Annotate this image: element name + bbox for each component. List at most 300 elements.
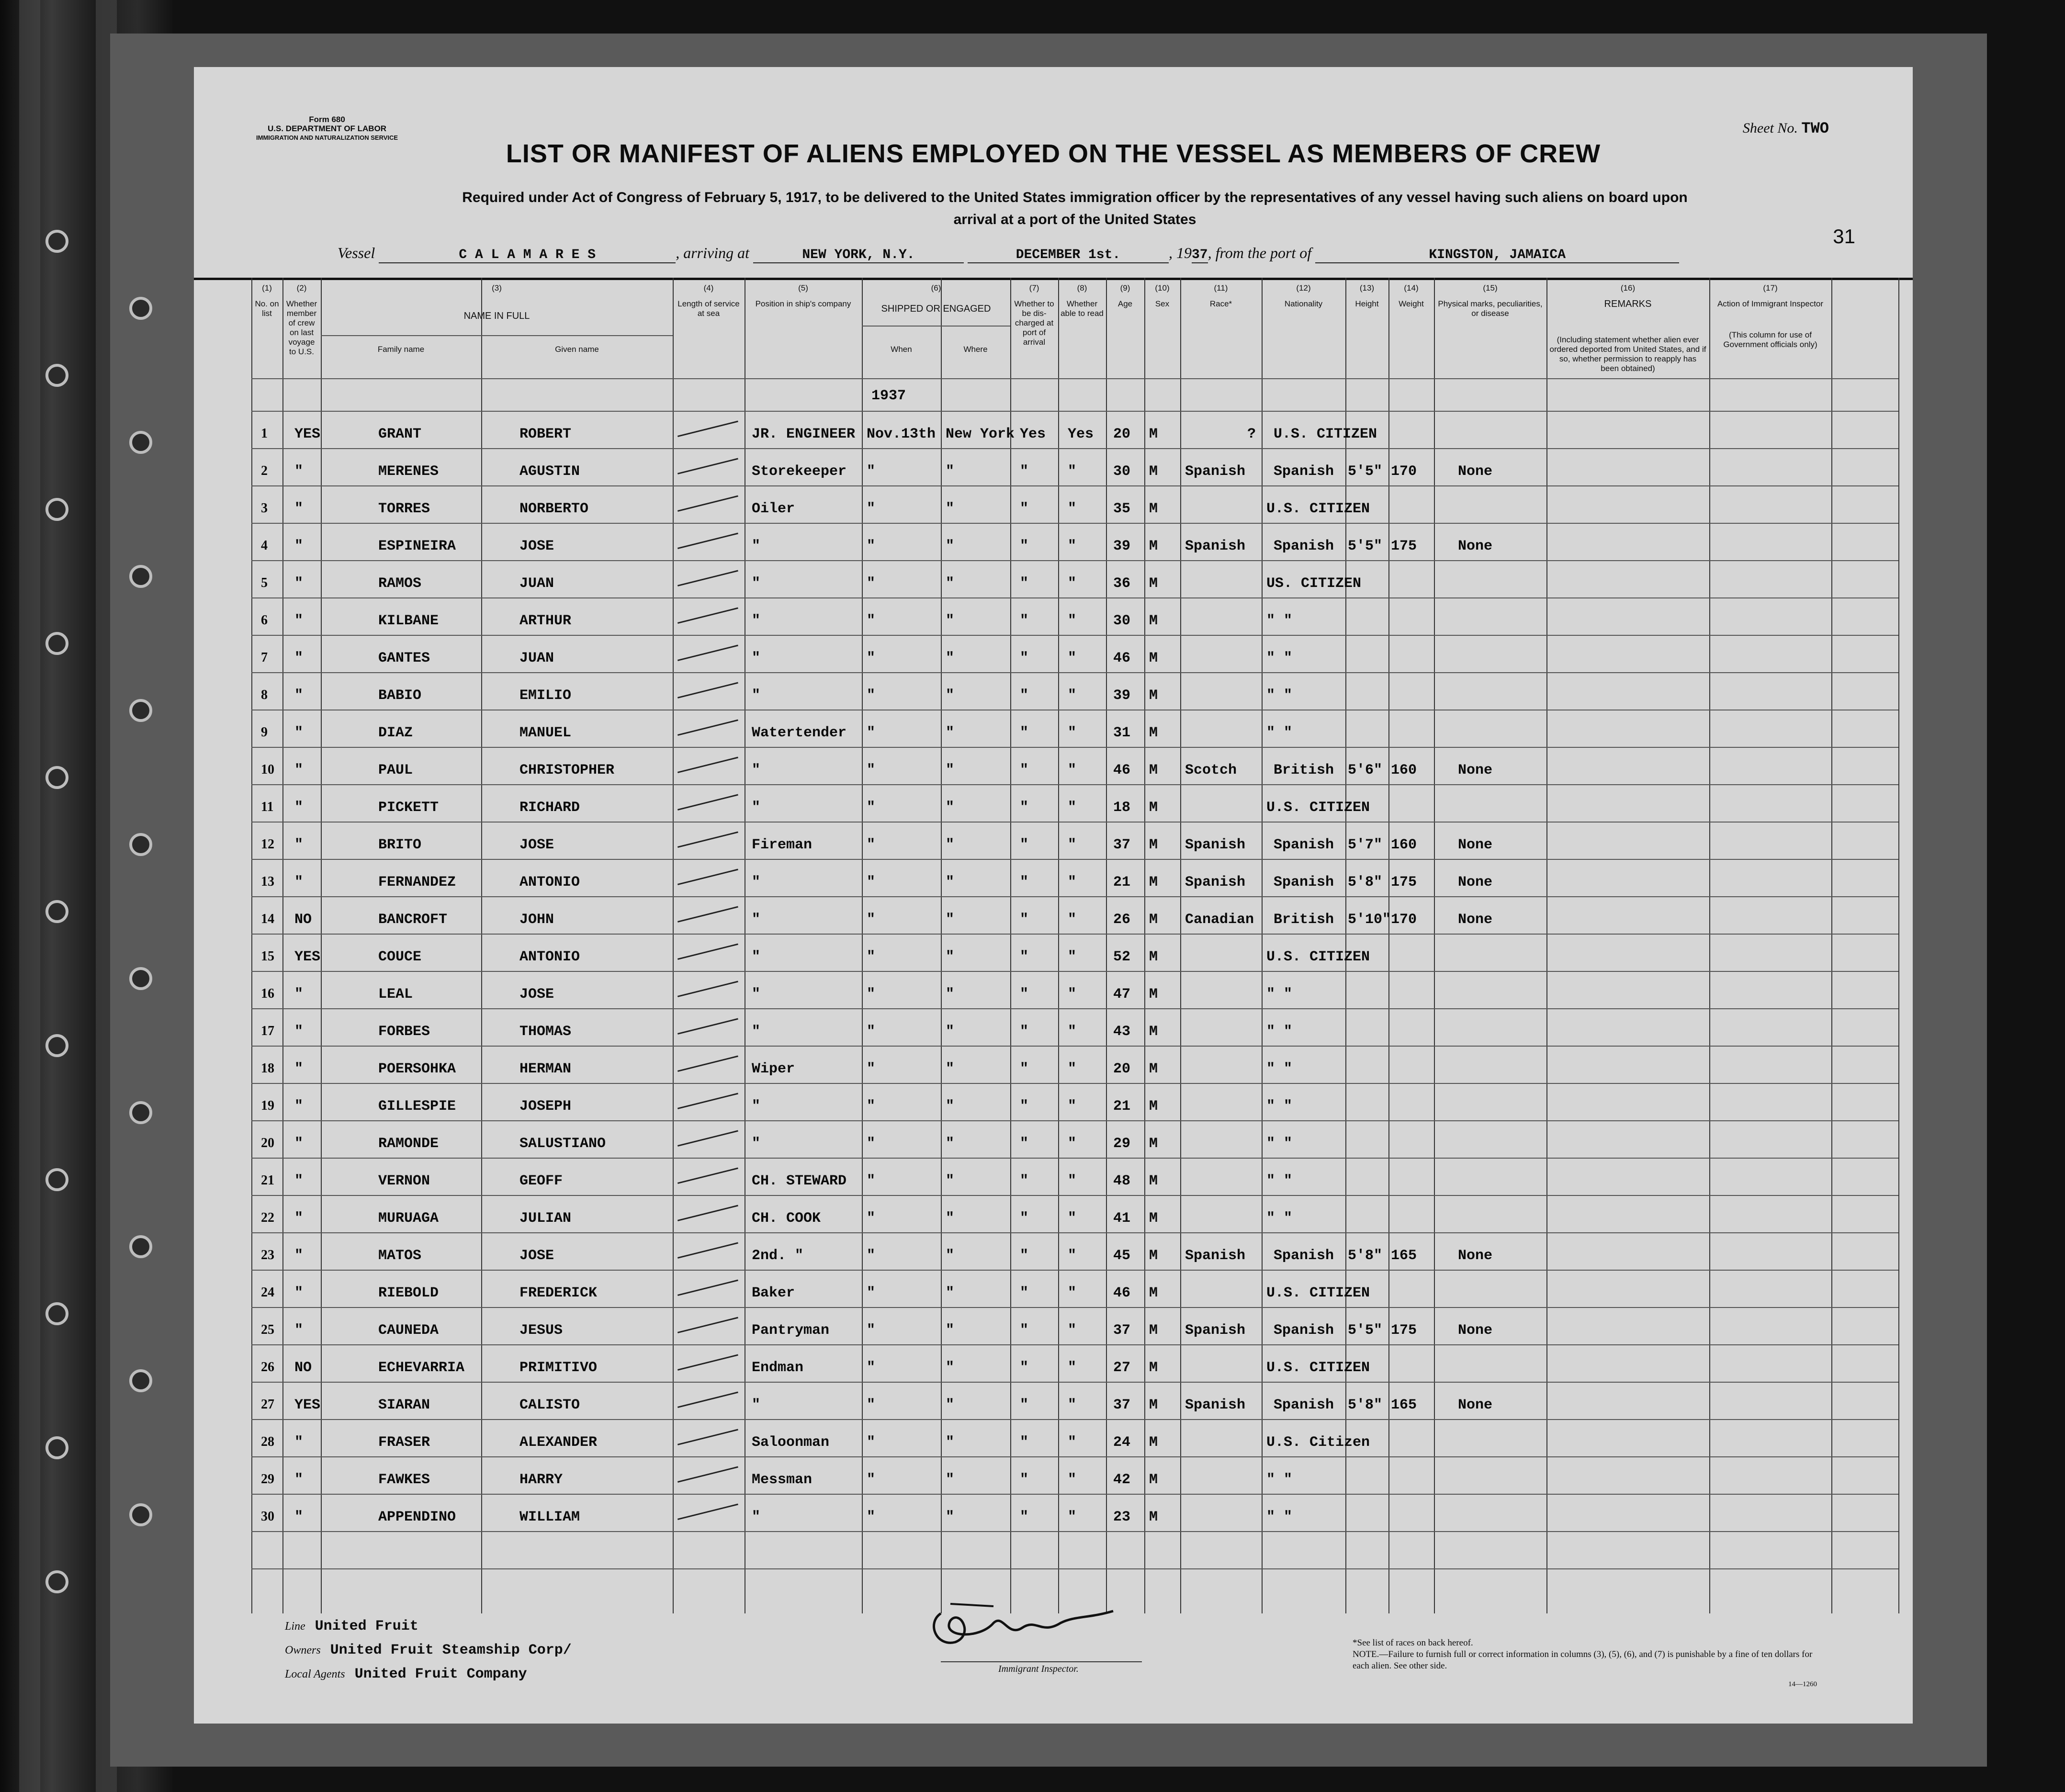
height-cell: 5'8" bbox=[1348, 1248, 1383, 1264]
given-name-cell: GEOFF bbox=[519, 1173, 563, 1189]
family-name-cell: RAMOS bbox=[378, 575, 422, 592]
shipped-where-cell: " bbox=[946, 1472, 955, 1488]
table-row bbox=[194, 1397, 1913, 1434]
line-value: United Fruit bbox=[315, 1618, 418, 1634]
physical-marks-cell: None bbox=[1458, 1397, 1493, 1413]
row-number: 30 bbox=[261, 1509, 274, 1524]
punch-hole bbox=[45, 1570, 68, 1593]
given-name-cell: HARRY bbox=[519, 1472, 563, 1488]
age-cell: 35 bbox=[1113, 501, 1131, 517]
physical-marks-cell: None bbox=[1458, 837, 1493, 853]
shipped-where-cell: " bbox=[946, 1434, 955, 1451]
shipped-when-cell: " bbox=[867, 1098, 876, 1115]
age-cell: 29 bbox=[1113, 1136, 1131, 1152]
race-cell: Spanish bbox=[1185, 538, 1246, 554]
age-cell: 41 bbox=[1113, 1210, 1131, 1227]
col-number-2: (2) bbox=[296, 283, 307, 293]
able-to-read-cell: " bbox=[1068, 1397, 1077, 1413]
physical-marks-cell: None bbox=[1458, 912, 1493, 928]
col-number-1: (1) bbox=[262, 283, 272, 293]
table-row bbox=[194, 613, 1913, 650]
row-number: 29 bbox=[261, 1472, 274, 1487]
age-cell: 18 bbox=[1113, 800, 1131, 816]
shipped-where-cell: " bbox=[946, 613, 955, 629]
col-number-16: (16) bbox=[1620, 283, 1636, 293]
shipped-when-cell: " bbox=[867, 1360, 876, 1376]
shipped-where-cell: " bbox=[946, 1136, 955, 1152]
page-subtitle: Required under Act of Congress of February 5, 1917, to be delivered to the United States immigration officer by the representatives of any vessel having such aliens on board upon arrival at a port of the United States bbox=[462, 190, 1688, 227]
col-label-17: Action of Immigrant Inspector bbox=[1717, 299, 1824, 308]
sex-cell: M bbox=[1149, 837, 1158, 853]
nationality-cell: U.S. CITIZEN bbox=[1266, 1360, 1370, 1376]
table-row bbox=[194, 463, 1913, 501]
table-row bbox=[194, 762, 1913, 800]
owners-value: United Fruit Steamship Corp/ bbox=[330, 1642, 572, 1658]
given-name-cell: JESUS bbox=[519, 1322, 563, 1339]
family-name-cell: MATOS bbox=[378, 1248, 422, 1264]
given-name-cell: CALISTO bbox=[519, 1397, 580, 1413]
age-cell: 31 bbox=[1113, 725, 1131, 741]
family-name-cell: FAWKES bbox=[378, 1472, 430, 1488]
able-to-read-cell: " bbox=[1068, 1472, 1077, 1488]
punch-hole bbox=[129, 297, 152, 320]
col-number-10: (10) bbox=[1155, 283, 1170, 293]
col-number-6: (6) bbox=[931, 283, 941, 293]
last-voyage-cell: " bbox=[294, 986, 304, 1003]
shipped-where-cell: " bbox=[946, 874, 955, 890]
punch-hole bbox=[129, 1101, 152, 1124]
punch-hole bbox=[45, 1436, 68, 1459]
shipped-when-cell: " bbox=[867, 575, 876, 592]
col-family-name: Family name bbox=[377, 345, 425, 354]
able-to-read-cell: Yes bbox=[1068, 426, 1094, 442]
family-name-cell: RAMONDE bbox=[378, 1136, 439, 1152]
position-cell: Wiper bbox=[752, 1061, 795, 1077]
position-cell: " bbox=[752, 800, 761, 816]
able-to-read-cell: " bbox=[1068, 762, 1077, 778]
fine-note: NOTE.—Failure to furnish full or correct information in columns (3), (5), (6), and (7) is punishable by a fine of ten dollars for each alien. See other side. bbox=[1353, 1649, 1813, 1671]
col-where: Where bbox=[963, 345, 988, 354]
position-cell: Storekeeper bbox=[752, 463, 847, 480]
col-number-17: (17) bbox=[1763, 283, 1778, 293]
family-name-cell: BANCROFT bbox=[378, 912, 448, 928]
col-label-1: No. on list bbox=[255, 299, 279, 318]
punch-hole bbox=[129, 967, 152, 990]
col-label-6: SHIPPED OR ENGAGED bbox=[881, 304, 991, 314]
table-row bbox=[194, 874, 1913, 912]
owners-field bbox=[285, 1642, 572, 1658]
discharged-cell: " bbox=[1020, 1472, 1029, 1488]
table-row bbox=[194, 1024, 1913, 1061]
discharged-cell: " bbox=[1020, 949, 1029, 965]
able-to-read-cell: " bbox=[1068, 575, 1077, 592]
punch-hole bbox=[45, 1168, 68, 1191]
family-name-cell: COUCE bbox=[378, 949, 422, 965]
last-voyage-cell: " bbox=[294, 1173, 304, 1189]
nationality-cell: British bbox=[1274, 762, 1334, 778]
race-cell: Spanish bbox=[1185, 1397, 1246, 1413]
able-to-read-cell: " bbox=[1068, 1509, 1077, 1525]
given-name-cell: ANTONIO bbox=[519, 874, 580, 890]
given-name-cell: CHRISTOPHER bbox=[519, 762, 615, 778]
col-label-15: Physical marks, peculiarities, or disease bbox=[1438, 299, 1543, 318]
shipped-where-cell: " bbox=[946, 1248, 955, 1264]
nationality-cell: U.S. CITIZEN bbox=[1266, 501, 1370, 517]
shipped-where-cell: " bbox=[946, 1360, 955, 1376]
inspector-label: Immigrant Inspector. bbox=[998, 1664, 1079, 1674]
discharged-cell: " bbox=[1020, 986, 1029, 1003]
punch-hole bbox=[45, 364, 68, 387]
physical-marks-cell: None bbox=[1458, 463, 1493, 480]
discharged-cell: " bbox=[1020, 762, 1029, 778]
nationality-cell: Spanish bbox=[1274, 1397, 1334, 1413]
family-name-cell: BABIO bbox=[378, 687, 422, 704]
col-label-14: Weight bbox=[1399, 299, 1424, 308]
family-name-cell: PAUL bbox=[378, 762, 413, 778]
age-cell: 30 bbox=[1113, 613, 1131, 629]
col-label-12: Nationality bbox=[1284, 299, 1323, 308]
position-cell: Oiler bbox=[752, 501, 795, 517]
physical-marks-cell: None bbox=[1458, 538, 1493, 554]
sex-cell: M bbox=[1149, 463, 1158, 480]
position-cell: " bbox=[752, 1098, 761, 1115]
position-cell: " bbox=[752, 762, 761, 778]
discharged-cell: " bbox=[1020, 1397, 1029, 1413]
last-voyage-cell: " bbox=[294, 1472, 304, 1488]
col-number-11: (11) bbox=[1214, 283, 1228, 293]
punch-hole bbox=[129, 699, 152, 722]
age-cell: 46 bbox=[1113, 650, 1131, 666]
position-cell: " bbox=[752, 986, 761, 1003]
nationality-cell: " " bbox=[1266, 1098, 1293, 1115]
race-cell: Scotch bbox=[1185, 762, 1237, 778]
manifest-page bbox=[194, 67, 1913, 1724]
table-row bbox=[194, 426, 1913, 463]
last-voyage-cell: YES bbox=[294, 949, 321, 965]
given-name-cell: SALUSTIANO bbox=[519, 1136, 606, 1152]
position-cell: Endman bbox=[752, 1360, 804, 1376]
department-name: U.S. DEPARTMENT OF LABOR bbox=[268, 124, 387, 133]
able-to-read-cell: " bbox=[1068, 874, 1077, 890]
table-row bbox=[194, 1322, 1913, 1360]
vessel-name: C A L A M A R E S bbox=[379, 248, 676, 263]
discharged-cell: " bbox=[1020, 687, 1029, 704]
able-to-read-cell: " bbox=[1068, 463, 1077, 480]
shipped-when-cell: " bbox=[867, 1285, 876, 1301]
family-name-cell: BRITO bbox=[378, 837, 422, 853]
punch-hole bbox=[129, 565, 152, 588]
shipped-when-cell: " bbox=[867, 1061, 876, 1077]
given-name-cell: JOSE bbox=[519, 837, 554, 853]
arrival-date: DECEMBER 1st. bbox=[968, 248, 1169, 263]
weight-cell: 165 bbox=[1391, 1248, 1417, 1264]
discharged-cell: " bbox=[1020, 1061, 1029, 1077]
row-number: 12 bbox=[261, 837, 274, 852]
given-name-cell: FREDERICK bbox=[519, 1285, 598, 1301]
action-sub: (This column for use of Government officials only) bbox=[1723, 330, 1817, 349]
family-name-cell: MURUAGA bbox=[378, 1210, 439, 1227]
sex-cell: M bbox=[1149, 800, 1158, 816]
given-name-cell: JOSE bbox=[519, 538, 554, 554]
punch-hole bbox=[45, 498, 68, 521]
discharged-cell: " bbox=[1020, 650, 1029, 666]
able-to-read-cell: " bbox=[1068, 1210, 1077, 1227]
year-note: 1937 bbox=[871, 388, 906, 404]
shipped-when-cell: " bbox=[867, 725, 876, 741]
shipped-when-cell: " bbox=[867, 1509, 876, 1525]
shipped-when-cell: Nov.13th bbox=[867, 426, 936, 442]
age-cell: 48 bbox=[1113, 1173, 1131, 1189]
last-voyage-cell: " bbox=[294, 1248, 304, 1264]
races-note: *See list of races on back hereof. bbox=[1353, 1638, 1473, 1648]
shipped-where-cell: " bbox=[946, 1322, 955, 1339]
nationality-cell: U.S. Citizen bbox=[1266, 1434, 1370, 1451]
shipped-where-cell: " bbox=[946, 725, 955, 741]
weight-cell: 160 bbox=[1391, 762, 1417, 778]
table-row bbox=[194, 1173, 1913, 1210]
col-number-15: (15) bbox=[1483, 283, 1498, 293]
height-cell: 5'6" bbox=[1348, 762, 1383, 778]
nationality-cell: Spanish bbox=[1274, 874, 1334, 890]
discharged-cell: " bbox=[1020, 837, 1029, 853]
position-cell: " bbox=[752, 575, 761, 592]
col-label-11: Race* bbox=[1209, 299, 1232, 308]
last-voyage-cell: " bbox=[294, 463, 304, 480]
discharged-cell: Yes bbox=[1020, 426, 1046, 442]
sex-cell: M bbox=[1149, 1136, 1158, 1152]
given-name-cell: ANTONIO bbox=[519, 949, 580, 965]
sex-cell: M bbox=[1149, 1509, 1158, 1525]
family-name-cell: FORBES bbox=[378, 1024, 430, 1040]
row-number: 7 bbox=[261, 650, 268, 665]
family-name-cell: SIARAN bbox=[378, 1397, 430, 1413]
family-name-cell: POERSOHKA bbox=[378, 1061, 456, 1077]
table-row bbox=[194, 1098, 1913, 1136]
age-cell: 47 bbox=[1113, 986, 1131, 1003]
discharged-cell: " bbox=[1020, 1360, 1029, 1376]
age-cell: 39 bbox=[1113, 538, 1131, 554]
age-cell: 37 bbox=[1113, 1397, 1131, 1413]
punch-hole bbox=[129, 1503, 152, 1526]
given-name-cell: JUAN bbox=[519, 650, 554, 666]
height-cell: 5'8" bbox=[1348, 874, 1383, 890]
position-cell: CH. COOK bbox=[752, 1210, 821, 1227]
col-number-5: (5) bbox=[798, 283, 808, 293]
shipped-where-cell: " bbox=[946, 463, 955, 480]
shipped-when-cell: " bbox=[867, 1024, 876, 1040]
nationality-cell: " " bbox=[1266, 986, 1293, 1003]
table-row bbox=[194, 538, 1913, 575]
last-voyage-cell: " bbox=[294, 501, 304, 517]
nationality-cell: " " bbox=[1266, 1173, 1293, 1189]
shipped-where-cell: " bbox=[946, 650, 955, 666]
shipped-when-cell: " bbox=[867, 874, 876, 890]
table-row bbox=[194, 650, 1913, 687]
position-cell: CH. STEWARD bbox=[752, 1173, 847, 1189]
sex-cell: M bbox=[1149, 613, 1158, 629]
row-number: 2 bbox=[261, 463, 268, 478]
family-name-cell: KILBANE bbox=[378, 613, 439, 629]
age-cell: 45 bbox=[1113, 1248, 1131, 1264]
sex-cell: M bbox=[1149, 1248, 1158, 1264]
col-label-3: NAME IN FULL bbox=[463, 311, 530, 321]
nationality-cell: " " bbox=[1266, 613, 1293, 629]
age-cell: 21 bbox=[1113, 874, 1131, 890]
position-cell: Saloonman bbox=[752, 1434, 830, 1451]
position-cell: " bbox=[752, 687, 761, 704]
last-voyage-cell: " bbox=[294, 1285, 304, 1301]
owners-label: Owners bbox=[285, 1644, 321, 1657]
punch-hole bbox=[129, 833, 152, 856]
shipped-when-cell: " bbox=[867, 762, 876, 778]
year-suffix: 37 bbox=[1191, 248, 1208, 262]
table-row bbox=[194, 1248, 1913, 1285]
sex-cell: M bbox=[1149, 1173, 1158, 1189]
nationality-cell: Spanish bbox=[1274, 1322, 1334, 1339]
row-number: 20 bbox=[261, 1136, 274, 1150]
family-name-cell: FERNANDEZ bbox=[378, 874, 456, 890]
race-cell: ? bbox=[1247, 426, 1256, 442]
row-number: 11 bbox=[261, 800, 274, 814]
weight-cell: 175 bbox=[1391, 874, 1417, 890]
sex-cell: M bbox=[1149, 725, 1158, 741]
shipped-when-cell: " bbox=[867, 1173, 876, 1189]
discharged-cell: " bbox=[1020, 1098, 1029, 1115]
age-cell: 52 bbox=[1113, 949, 1131, 965]
line-label: Line bbox=[285, 1620, 305, 1633]
age-cell: 20 bbox=[1113, 426, 1131, 442]
sex-cell: M bbox=[1149, 650, 1158, 666]
family-name-cell: FRASER bbox=[378, 1434, 430, 1451]
row-number: 9 bbox=[261, 725, 268, 740]
able-to-read-cell: " bbox=[1068, 1322, 1077, 1339]
nationality-cell: US. CITIZEN bbox=[1266, 575, 1362, 592]
discharged-cell: " bbox=[1020, 1434, 1029, 1451]
given-name-cell: THOMAS bbox=[519, 1024, 572, 1040]
discharged-cell: " bbox=[1020, 575, 1029, 592]
table-row bbox=[194, 1472, 1913, 1509]
form-header-block bbox=[256, 115, 398, 142]
shipped-when-cell: " bbox=[867, 1322, 876, 1339]
last-voyage-cell: " bbox=[294, 725, 304, 741]
nationality-cell: " " bbox=[1266, 1509, 1293, 1525]
row-rule bbox=[251, 378, 1898, 379]
nationality-cell: U.S. CITIZEN bbox=[1274, 426, 1377, 442]
discharged-cell: " bbox=[1020, 800, 1029, 816]
family-name-cell: RIEBOLD bbox=[378, 1285, 439, 1301]
height-cell: 5'5" bbox=[1348, 463, 1383, 480]
last-voyage-cell: " bbox=[294, 1509, 304, 1525]
shipped-when-cell: " bbox=[867, 1434, 876, 1451]
shipped-where-cell: " bbox=[946, 1061, 955, 1077]
sheet-label: Sheet No. bbox=[1742, 120, 1798, 136]
row-number: 22 bbox=[261, 1210, 274, 1225]
service-checkmark bbox=[677, 421, 738, 437]
able-to-read-cell: " bbox=[1068, 1248, 1077, 1264]
col-number-13: (13) bbox=[1359, 283, 1375, 293]
col-number-12: (12) bbox=[1296, 283, 1311, 293]
table-row bbox=[194, 912, 1913, 949]
race-cell: Canadian bbox=[1185, 912, 1254, 928]
page-number: 31 bbox=[1833, 225, 1855, 248]
shipped-where-cell: " bbox=[946, 762, 955, 778]
age-cell: 37 bbox=[1113, 1322, 1131, 1339]
position-cell: 2nd. " bbox=[752, 1248, 804, 1264]
nationality-cell: U.S. CITIZEN bbox=[1266, 1285, 1370, 1301]
shipped-where-cell: " bbox=[946, 1509, 955, 1525]
height-cell: 5'10" bbox=[1348, 912, 1391, 928]
shipped-when-cell: " bbox=[867, 463, 876, 480]
discharged-cell: " bbox=[1020, 1322, 1029, 1339]
nationality-cell: " " bbox=[1266, 1472, 1293, 1488]
able-to-read-cell: " bbox=[1068, 949, 1077, 965]
age-cell: 36 bbox=[1113, 575, 1131, 592]
row-number: 27 bbox=[261, 1397, 274, 1412]
row-number: 25 bbox=[261, 1322, 274, 1337]
able-to-read-cell: " bbox=[1068, 501, 1077, 517]
discharged-cell: " bbox=[1020, 538, 1029, 554]
shipped-when-cell: " bbox=[867, 986, 876, 1003]
given-name-cell: JULIAN bbox=[519, 1210, 572, 1227]
able-to-read-cell: " bbox=[1068, 1285, 1077, 1301]
physical-marks-cell: None bbox=[1458, 1248, 1493, 1264]
shipped-when-cell: " bbox=[867, 1210, 876, 1227]
nationality-cell: " " bbox=[1266, 1136, 1293, 1152]
table-row bbox=[194, 1434, 1913, 1472]
nationality-cell: " " bbox=[1266, 650, 1293, 666]
race-cell: Spanish bbox=[1185, 463, 1246, 480]
vessel-label: Vessel bbox=[338, 244, 375, 261]
position-cell: Pantryman bbox=[752, 1322, 830, 1339]
able-to-read-cell: " bbox=[1068, 837, 1077, 853]
col-number-14: (14) bbox=[1404, 283, 1419, 293]
discharged-cell: " bbox=[1020, 613, 1029, 629]
sex-cell: M bbox=[1149, 874, 1158, 890]
given-name-cell: PRIMITIVO bbox=[519, 1360, 598, 1376]
nationality-cell: " " bbox=[1266, 687, 1293, 704]
nationality-cell: U.S. CITIZEN bbox=[1266, 949, 1370, 965]
age-cell: 21 bbox=[1113, 1098, 1131, 1115]
last-voyage-cell: " bbox=[294, 1061, 304, 1077]
last-voyage-cell: " bbox=[294, 538, 304, 554]
sex-cell: M bbox=[1149, 687, 1158, 704]
given-name-cell: NORBERTO bbox=[519, 501, 589, 517]
table-row bbox=[194, 687, 1913, 725]
position-cell: Baker bbox=[752, 1285, 795, 1301]
nationality-cell: U.S. CITIZEN bbox=[1266, 800, 1370, 816]
able-to-read-cell: " bbox=[1068, 800, 1077, 816]
position-cell: " bbox=[752, 874, 761, 890]
given-name-cell: MANUEL bbox=[519, 725, 572, 741]
agents-label: Local Agents bbox=[285, 1668, 345, 1680]
table-row bbox=[194, 800, 1913, 837]
position-cell: " bbox=[752, 1509, 761, 1525]
row-rule bbox=[251, 411, 1898, 412]
height-cell: 5'5" bbox=[1348, 538, 1383, 554]
position-cell: " bbox=[752, 949, 761, 965]
given-name-cell: ROBERT bbox=[519, 426, 572, 442]
col-label-8: Whether able to read bbox=[1061, 299, 1104, 318]
shipped-when-cell: " bbox=[867, 613, 876, 629]
age-cell: 39 bbox=[1113, 687, 1131, 704]
shipped-when-cell: " bbox=[867, 650, 876, 666]
discharged-cell: " bbox=[1020, 1509, 1029, 1525]
shipped-when-cell: " bbox=[867, 538, 876, 554]
table-row bbox=[194, 837, 1913, 874]
able-to-read-cell: " bbox=[1068, 1098, 1077, 1115]
shipped-where-cell: " bbox=[946, 1285, 955, 1301]
print-code: 14—1260 bbox=[1788, 1680, 1817, 1688]
